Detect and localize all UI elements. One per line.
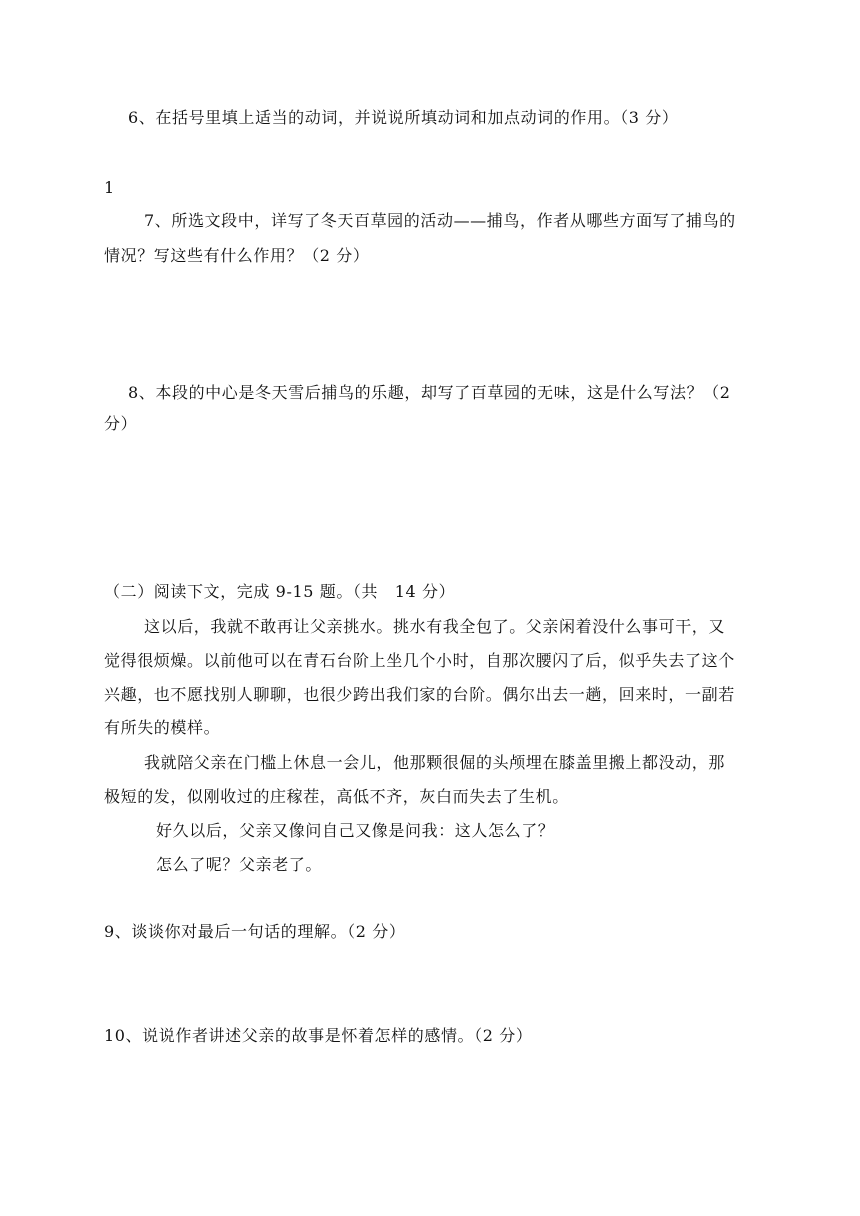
passage-paragraph-1-line-1: 这以后，我就不敢再让父亲挑水。挑水有我全包了。父亲闲着没什么事可干，又	[144, 617, 726, 636]
question-7-line-2: 情况？写这些有什么作用？（2 分）	[104, 246, 370, 265]
answer-marker: 1	[104, 178, 115, 197]
question-7-line-1: 7、所选文段中，详写了冬天百草园的活动——捕鸟，作者从哪些方面写了捕鸟的	[144, 211, 736, 230]
passage-paragraph-1-line-3: 兴趣，也不愿找别人聊聊，也很少跨出我们家的台阶。偶尔出去一趟，回来时，一副若	[104, 685, 735, 704]
question-8-line-2: 分）	[104, 414, 138, 433]
passage-paragraph-3: 好久以后，父亲又像问自己又像是问我：这人怎么了？	[156, 821, 555, 840]
passage-paragraph-2-line-2: 极短的发，似刚收过的庄稼茬，高低不齐，灰白而失去了生机。	[104, 787, 569, 806]
question-8-line-1: 8、本段的中心是冬天雪后捕鸟的乐趣，却写了百草园的无味，这是什么写法？（2	[128, 383, 731, 402]
passage-paragraph-2-line-1: 我就陪父亲在门槛上休息一会儿，他那颗很倔的头颅埋在膝盖里搬上都没动，那	[144, 753, 726, 772]
question-6: 6、在括号里填上适当的动词，并说说所填动词和加点动词的作用。（3 分）	[128, 108, 679, 127]
passage-paragraph-4: 怎么了呢？父亲老了。	[156, 855, 323, 874]
section-2-heading: （二）阅读下文，完成 9-15 题。（共 14 分）	[104, 582, 456, 601]
question-9: 9、谈谈你对最后一句话的理解。（2 分）	[104, 922, 406, 941]
passage-paragraph-1-line-4: 有所失的模样。	[104, 718, 221, 737]
passage-paragraph-1-line-2: 觉得很烦燥。以前他可以在青石台阶上坐几个小时，自那次腰闪了后，似乎失去了这个	[104, 651, 735, 670]
question-10: 10、说说作者讲述父亲的故事是怀着怎样的感情。（2 分）	[104, 1026, 533, 1045]
